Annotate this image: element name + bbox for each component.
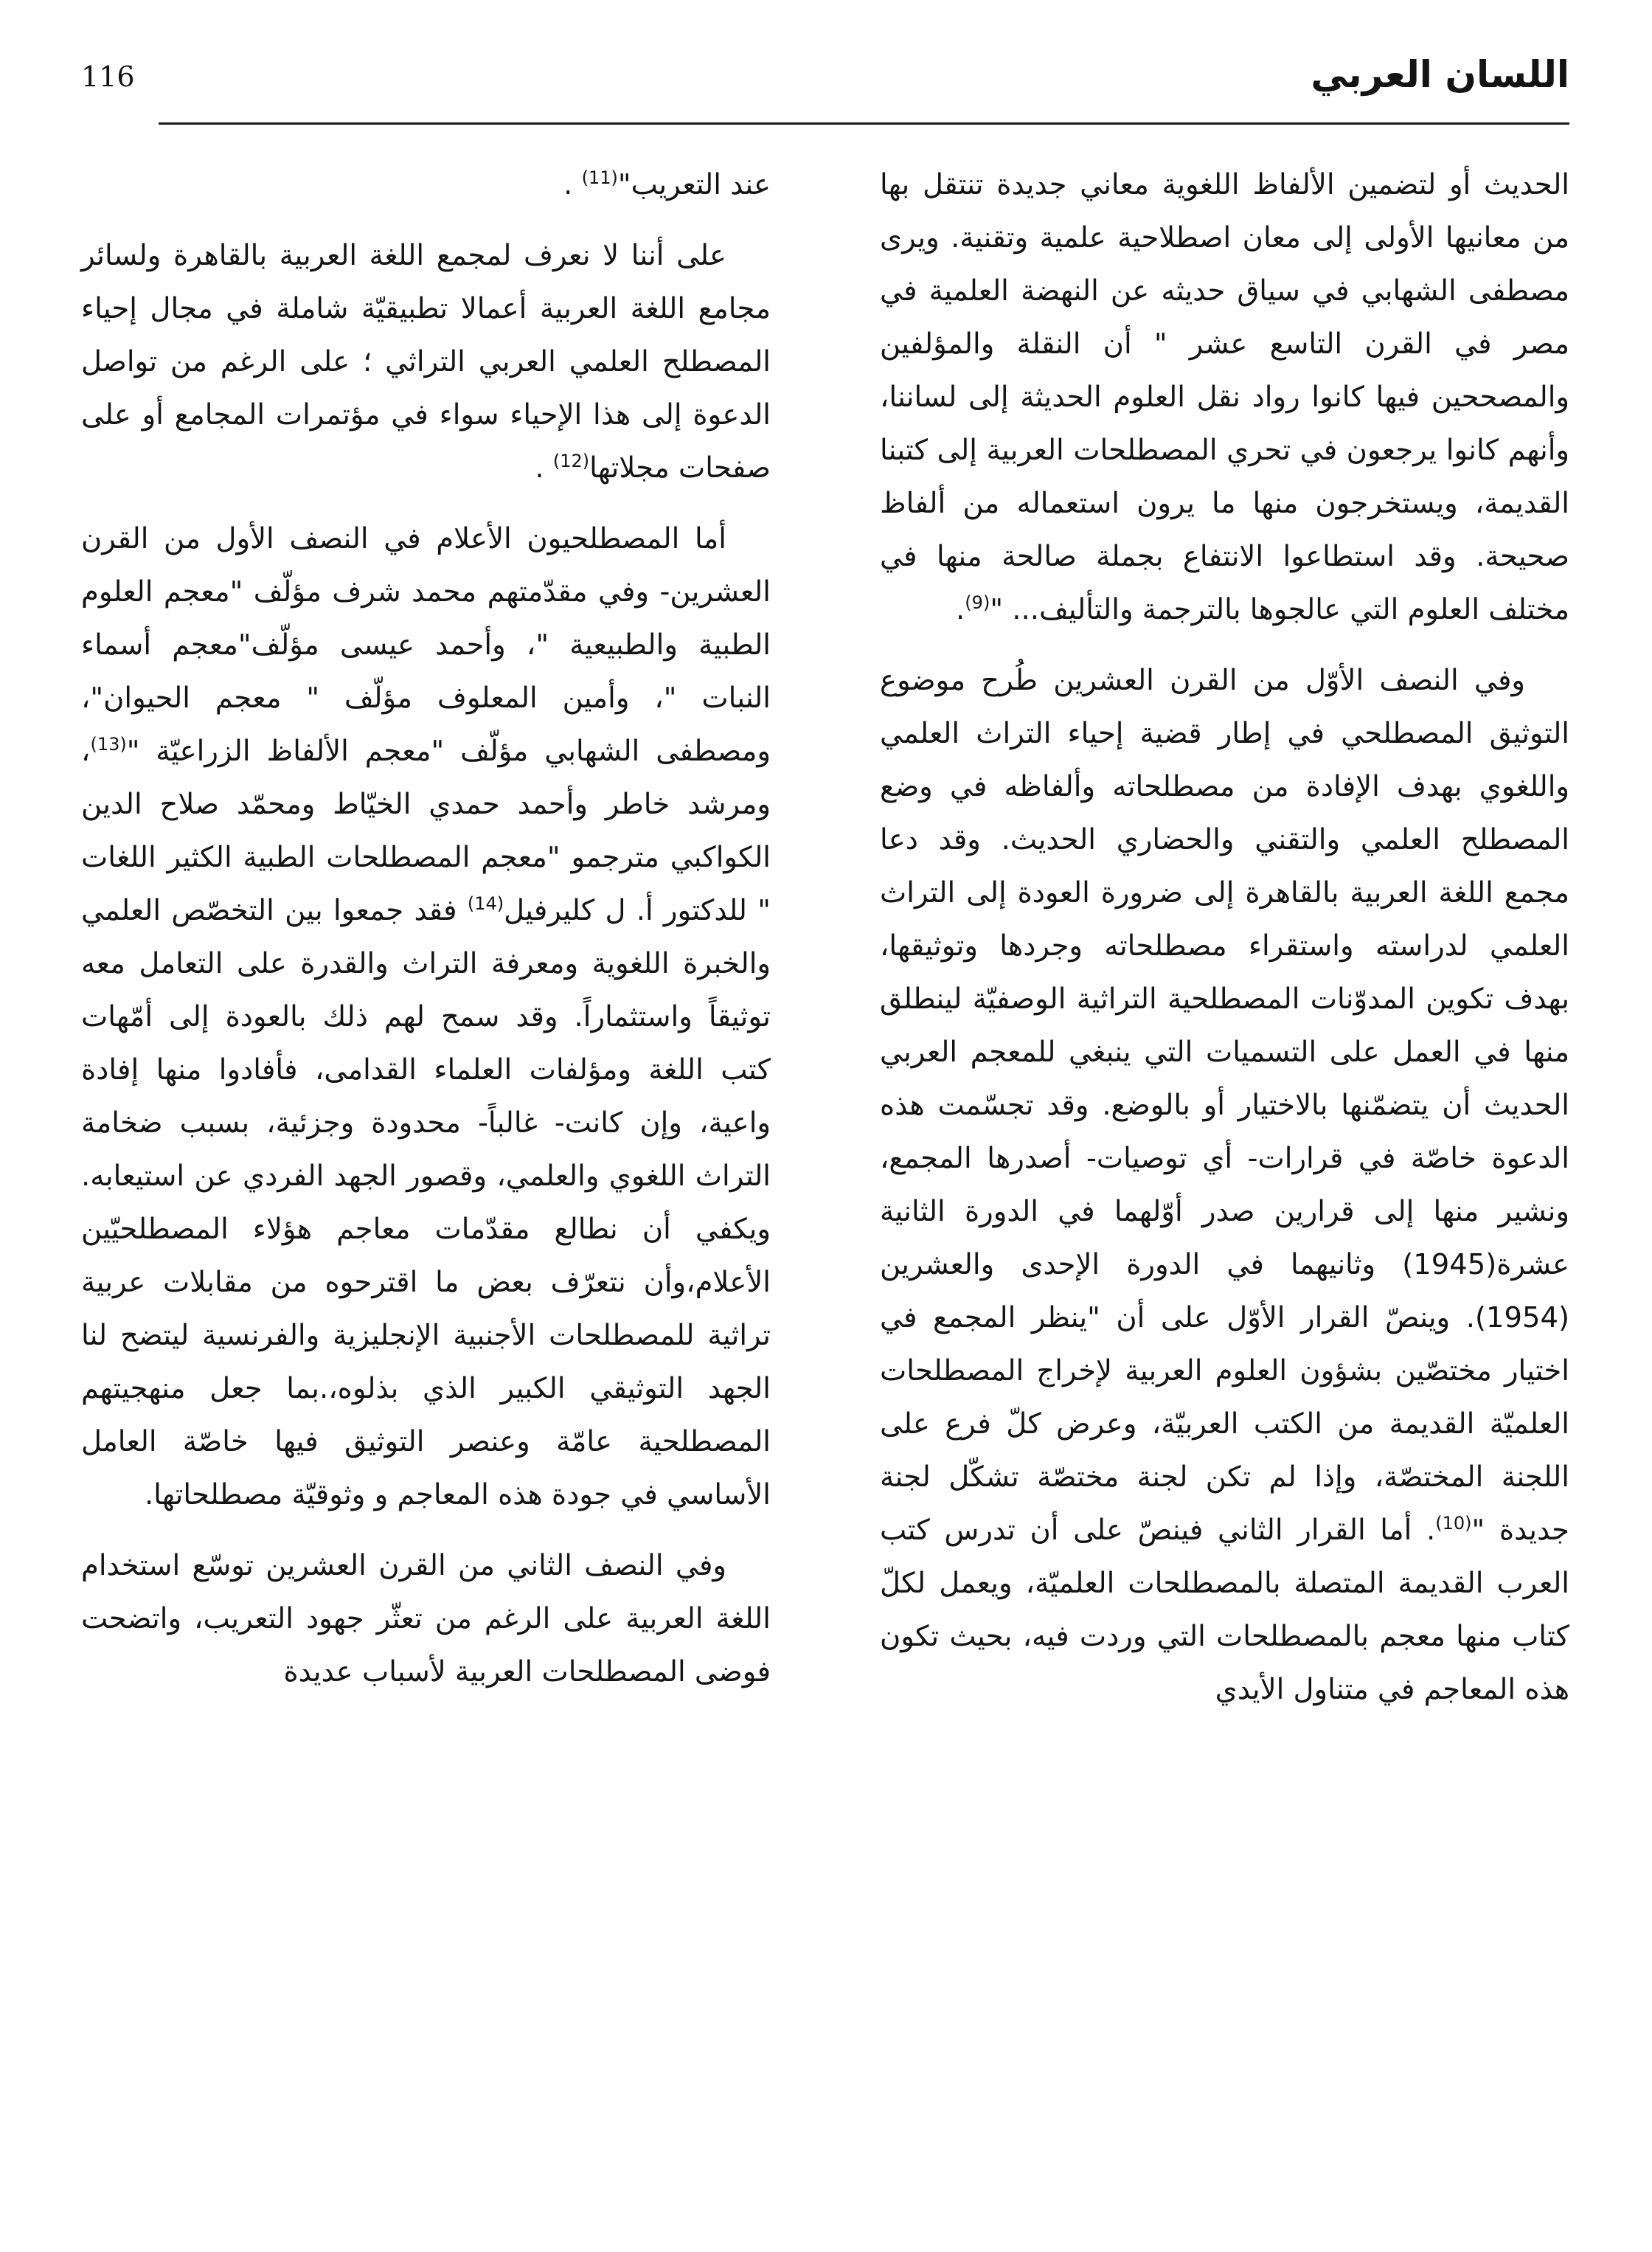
footnote-ref: (11) [581, 167, 618, 189]
journal-title-logo: اللسان العربي [1311, 53, 1569, 96]
left-column [81, 159, 771, 2194]
footnote-ref: (13) [90, 734, 127, 755]
paragraph: عند التعريب"$^{(11)}$ . [563, 167, 771, 201]
paragraph: أما المصطلحيون الأعلام في النصف الأول من القرن العشرين- وفي مقدّمتهم محمد شرف مؤلّف "معجم العلوم الطبية والطبيعية "، وأحمد عيسى مؤلّف"معجم أسماء النبات "، وأمين المعلوف مؤلّف " معجم الحيوان"، ومصطفى الشهابي مؤلّف "معجم الألفاظ الزراعيّة "$^{(13)}$، ومرشد خاطر وأحمد حمدي الخيّاط ومحمّد صلاح الدين الكواكبي مترجمو "معجم المصطلحات الطبية الكثير اللغات " للدكتور أ. ل كليرفيل$^{(14)}$ فقد جمعوا بين التخصّص العلمي والخبرة اللغوية ومعرفة التراث والقدرة على التعامل معه توثيقاً واستثماراً. وقد سمح لهم ذلك بالعودة إلى أمّهات كتب اللغة ومؤلفات العلماء القدامى، فأفادوا منها إفادة واعية، وإن كانت- غالباً- محدودة وجزئية، بسبب ضخامة التراث اللغوي والعلمي، وقصور الجهد الفردي عن استيعابه. ويكفي أن نطالع مقدّمات معاجم هؤلاء المصطلحيّين الأعلام،وأن نتعرّف بعض ما اقترحوه من مقابلات عربية تراثية للمصطلحات الأجنبية الإنجليزية والفرنسية ليتضح لنا الجهد التوثيقي الكبير الذي بذلوه،.بما جعل منهجيتهم المصطلحية عامّة وعنصر التوثيق فيها خاصّة العامل الأساسي في جودة هذه المعاجم و وثوقيّة مصطلحاتها. [81, 522, 771, 1511]
header-divider [159, 122, 1569, 125]
right-column [880, 159, 1569, 2194]
paragraph: على أننا لا نعرف لمجمع اللغة العربية بالقاهرة ولسائر مجامع اللغة العربية أعمالا تطبيقيّة شاملة في مجال إحياء المصطلح العلمي العربي التراثي ؛ على الرغم من تواصل الدعوة إلى هذا الإحياء سواء في مؤتمرات المجامع أو على صفحات مجلاتها$^{(12)}$ . [81, 239, 771, 485]
footnote-ref: (9) [965, 592, 990, 614]
footnote-ref: (14) [467, 893, 504, 915]
paragraph: وفي النصف الثاني من القرن العشرين توسّع استخدام اللغة العربية على الرغم من تعثّر جهود التعريب، واتضحت فوضى المصطلحات العربية لأسباب عديدة [81, 1549, 771, 1688]
paragraph: الحديث أو لتضمين الألفاظ اللغوية معاني جديدة تنتقل بها من معانيها الأولى إلى معان اصطلاحية علمية وتقنية. ويرى مصطفى الشهابي في سياق حديثه عن النهضة العلمية في مصر في القرن التاسع عشر " أن النقلة والمؤلفين والمصححين فيها كانوا رواد نقل العلوم الحديثة إلى لساننا، وأنهم كانوا يرجعون في تحري المصطلحات العربية إلى كتبنا القديمة، ويستخرجون منها ما يرون استعماله من ألفاظ صحيحة. وقد استطاعوا الانتفاع بجملة صالحة منها في مختلف العلوم التي عالجوها بالترجمة والتأليف... "$^{(9)}$. [880, 168, 1569, 626]
page-number: 116 [81, 60, 135, 93]
footnote-ref: (12) [552, 451, 590, 472]
paragraph: وفي النصف الأوّل من القرن العشرين طُرح موضوع التوثيق المصطلحي في إطار قضية إحياء التراث العلمي واللغوي بهدف الإفادة من مصطلحاته وألفاظه في وضع المصطلح العلمي والتقني والحضاري الحديث. وقد دعا مجمع اللغة العربية بالقاهرة إلى ضرورة العودة إلى التراث العلمي لدراسته واستقراء مصطلحاته وجردها وتوثيقها، بهدف تكوين المدوّنات المصطلحية التراثية الوصفيّة لينطلق منها في العمل على التسميات التي ينبغي للمعجم العربي الحديث أن يتضمّنها بالاختيار أو بالوضع. وقد تجسّمت هذه الدعوة خاصّة في قرارات- أي توصيات- أصدرها المجمع، ونشير منها إلى قرارين صدر أوّلهما في الدورة الثانية عشرة(1945) وثانيهما في الدورة الإحدى والعشرين (1954). وينصّ القرار الأوّل على أن "ينظر المجمع في اختيار مختصّين بشؤون العلوم العربية لإخراج المصطلحات العلميّة القديمة من الكتب العربيّة، وعرض كلّ فرع على اللجنة المختصّة، وإذا لم تكن لجنة مختصّة تشكّل لجنة جديدة "$^{(10)}$. أما القرار الثاني فينصّ على أن تدرس كتب العرب القديمة المتصلة بالمصطلحات العلميّة، ويعمل لكلّ كتاب منها معجم بالمصطلحات التي وردت فيه، بحيث تكون هذه المعاجم في متناول الأيدي [880, 664, 1569, 1706]
footnote-ref: (10) [1435, 1513, 1472, 1534]
